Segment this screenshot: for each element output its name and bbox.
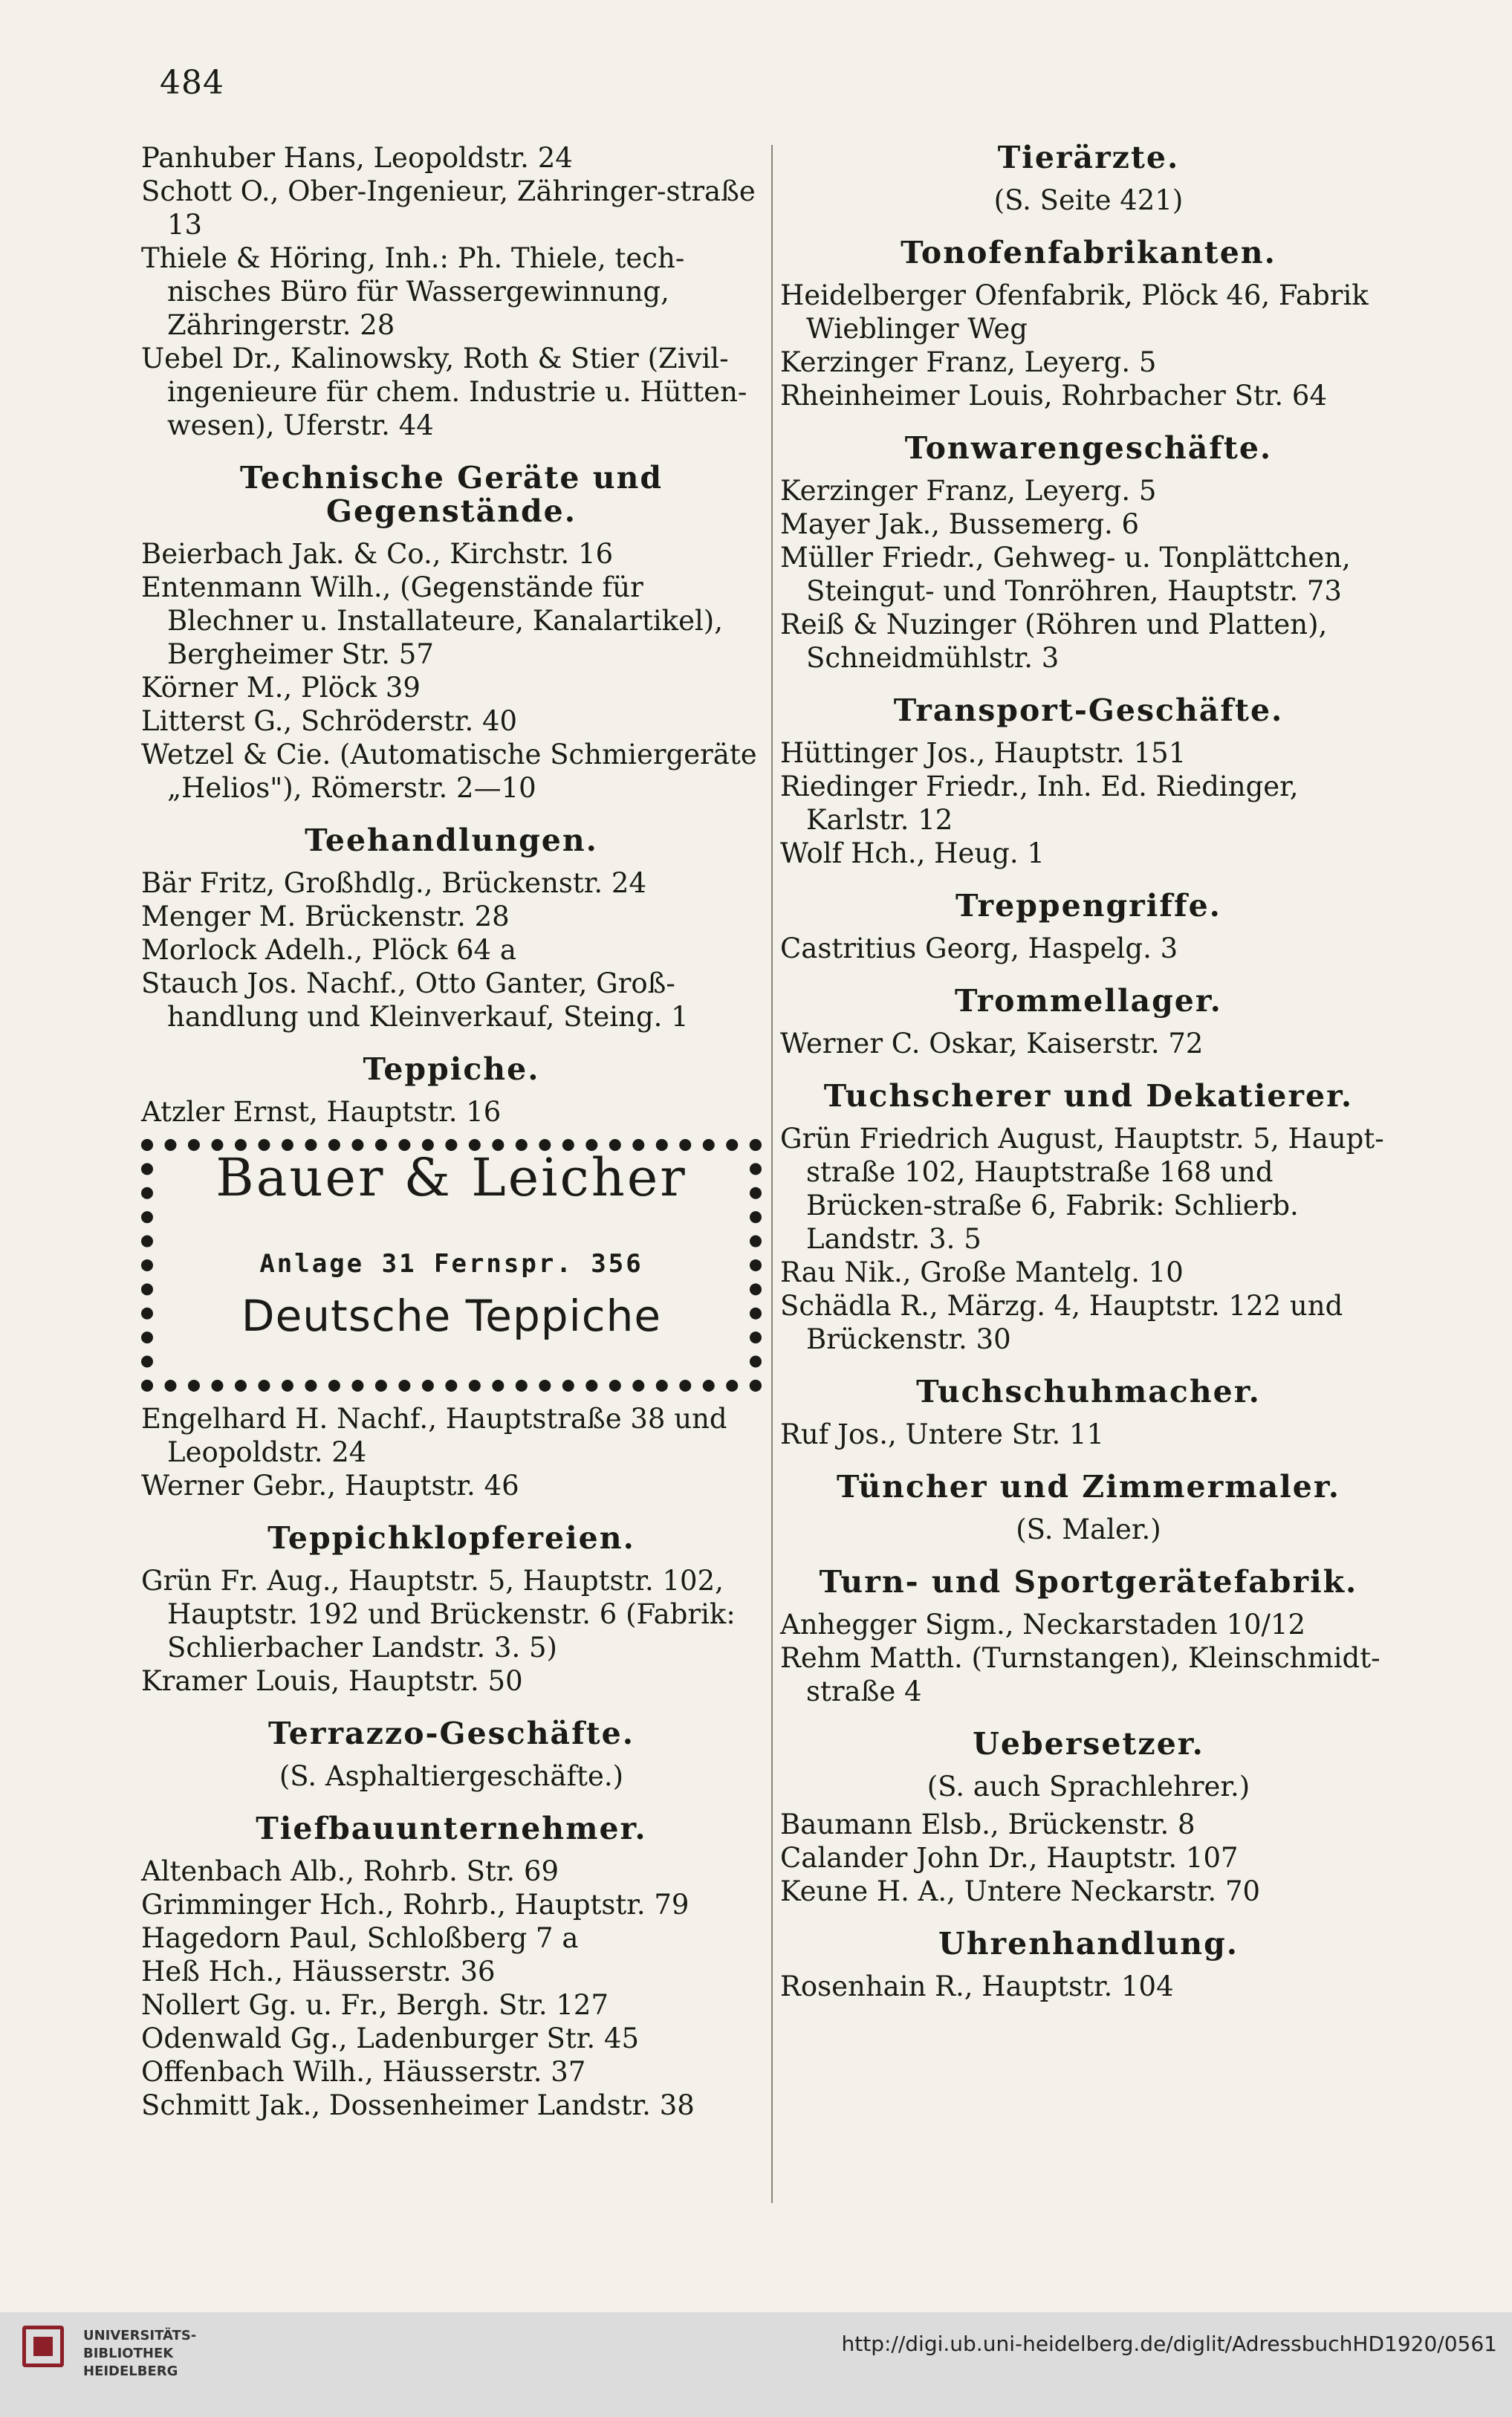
- list-item: Morlock Adelh., Plöck 64 a: [141, 934, 516, 966]
- section-heading: Uhrenhandlung.: [938, 1926, 1239, 1962]
- section-heading: Teppichklopfereien.: [267, 1520, 635, 1556]
- section-heading: Treppengriffe.: [955, 888, 1221, 924]
- section-heading: Tierärzte.: [997, 140, 1180, 175]
- list-item: Altenbach Alb., Rohrb. Str. 69: [141, 1855, 559, 1887]
- list-item: Panhuber Hans, Leopoldstr. 24: [141, 142, 573, 174]
- section-reference: (S. Seite 421): [993, 184, 1184, 216]
- institution-line: UNIVERSITÄTS-: [83, 2328, 197, 2343]
- list-item: Anhegger Sigm., Neckarstaden 10/12: [780, 1609, 1306, 1641]
- list-item: Hüttinger Jos., Hauptstr. 151: [780, 737, 1187, 769]
- list-item: Ruf Jos., Untere Str. 11: [780, 1418, 1105, 1450]
- section-heading: Tuchschuhmacher.: [916, 1374, 1261, 1409]
- list-item: Rau Nik., Große Mantelg. 10: [780, 1256, 1184, 1288]
- section-heading: Tonofenfabrikanten.: [901, 235, 1276, 270]
- list-item: Riedinger Friedr., Inh. Ed. Riedinger, Karlstr. 12: [780, 770, 1299, 836]
- right-column: [780, 141, 1397, 2003]
- library-logo-icon: [22, 2326, 64, 2367]
- lead-entries: [141, 141, 762, 442]
- section-heading: Technische Geräte und Gegenstände.: [239, 460, 663, 529]
- list-item: Thiele & Höring, Inh.: Ph. Thiele, tech-nisches Büro für Wassergewinnung, Zähringerstr. 28: [141, 242, 685, 341]
- list-item: Werner C. Oskar, Kaiserstr. 72: [780, 1028, 1204, 1060]
- section-heading: Tiefbauunternehmer.: [256, 1811, 647, 1846]
- list-item: Odenwald Gg., Ladenburger Str. 45: [141, 2022, 639, 2054]
- section-reference: (S. Asphaltiergeschäfte.): [279, 1760, 624, 1792]
- section-heading: Trommellager.: [955, 983, 1222, 1019]
- list-item: Grimminger Hch., Rohrb., Hauptstr. 79: [141, 1889, 690, 1921]
- list-item: Rehm Matth. (Turnstangen), Kleinschmidt-straße 4: [780, 1642, 1380, 1707]
- list-item: Mayer Jak., Bussemerg. 6: [780, 508, 1140, 540]
- list-item: Stauch Jos. Nachf., Otto Ganter, Groß-handlung und Kleinverkauf, Steing. 1: [141, 967, 689, 1033]
- list-item: Keune H. A., Untere Neckarstr. 70: [780, 1875, 1261, 1907]
- list-item: Litterst G., Schröderstr. 40: [141, 705, 518, 737]
- list-item: Kerzinger Franz, Leyerg. 5: [780, 475, 1157, 507]
- column-divider: [771, 145, 773, 2203]
- list-item: Offenbach Wilh., Häusserstr. 37: [141, 2056, 586, 2088]
- section-heading: Terrazzo-Geschäfte.: [267, 1716, 635, 1751]
- list-item: Rosenhain R., Hauptstr. 104: [780, 1970, 1174, 2002]
- section-heading: Tonwarengeschäfte.: [904, 430, 1273, 466]
- list-item: Müller Friedr., Gehweg- u. Tonplättchen, Steingut- und Tonröhren, Hauptstr. 73: [780, 542, 1351, 607]
- list-item: Heidelberger Ofenfabrik, Plöck 46, Fabrik Wieblinger Weg: [780, 279, 1369, 345]
- list-item: Engelhard H. Nachf., Hauptstraße 38 und Leopoldstr. 24: [141, 1403, 727, 1468]
- section-heading: Tuchscherer und Dekatierer.: [823, 1078, 1354, 1114]
- list-item: Heß Hch., Häusserstr. 36: [141, 1956, 496, 1988]
- list-item: Grün Fr. Aug., Hauptstr. 5, Hauptstr. 102, Hauptstr. 192 und Brückenstr. 6 (Fabrik: Schlierbacher Landstr. 3. 5): [141, 1565, 736, 1664]
- section-heading: Teppiche.: [363, 1051, 540, 1087]
- institution-line: BIBLIOTHEK: [83, 2346, 174, 2361]
- list-item: Uebel Dr., Kalinowsky, Roth & Stier (Zivil-ingenieure für chem. Industrie u. Hütten-wesen), Uferstr. 44: [141, 343, 747, 441]
- list-item: Reiß & Nuzinger (Röhren und Platten), Schneidmühlstr. 3: [780, 609, 1328, 674]
- section-reference: (S. auch Sprachlehrer.): [927, 1771, 1250, 1803]
- section-heading: Tüncher und Zimmermaler.: [837, 1469, 1340, 1505]
- list-item: Wetzel & Cie. (Automatische Schmiergeräte „Helios"), Römerstr. 2—10: [141, 739, 757, 804]
- list-item: Bär Fritz, Großhdlg., Brückenstr. 24: [141, 867, 646, 899]
- library-footer: [0, 2312, 1512, 2417]
- page-number: 484: [160, 64, 224, 102]
- list-item: Calander John Dr., Hauptstr. 107: [780, 1842, 1239, 1874]
- list-item: Wolf Hch., Heug. 1: [780, 837, 1045, 869]
- section-heading: Uebersetzer.: [973, 1726, 1204, 1762]
- left-column: [141, 141, 762, 2122]
- list-item: Kerzinger Franz, Leyerg. 5: [780, 346, 1157, 378]
- list-item: Körner M., Plöck 39: [141, 672, 421, 704]
- list-item: Hagedorn Paul, Schloßberg 7 a: [141, 1922, 579, 1954]
- source-url-link[interactable]: http://digi.ub.uni-heidelberg.de/diglit/AdressbuchHD1920/0561: [841, 2332, 1497, 2356]
- list-item: Grün Friedrich August, Hauptstr. 5, Haupt-straße 102, Hauptstraße 168 und Brücken-straße 6, Fabrik: Schlierb. Landstr. 3. 5: [780, 1123, 1384, 1255]
- institution-name: [83, 2327, 196, 2381]
- ad-tagline: Deutsche Teppiche: [241, 1291, 662, 1341]
- list-item: Schott O., Ober-Ingenieur, Zähringer-straße 13: [141, 175, 756, 241]
- list-item: Schmitt Jak., Dossenheimer Landstr. 38: [141, 2089, 695, 2121]
- ad-company-name: Bauer & Leicher: [215, 1147, 687, 1208]
- section-reference: (S. Maler.): [1016, 1514, 1161, 1545]
- advertisement-box: [141, 1139, 762, 1392]
- list-item: Werner Gebr., Hauptstr. 46: [141, 1470, 519, 1502]
- list-item: Entenmann Wilh., (Gegenstände für Blechner u. Installateure, Kanalartikel), Bergheimer Str. 57: [141, 571, 724, 670]
- list-item: Castritius Georg, Haspelg. 3: [780, 932, 1178, 964]
- ad-contact: Anlage 31 Fernspr. 356: [259, 1249, 643, 1279]
- section-heading: Teehandlungen.: [305, 823, 598, 858]
- list-item: Menger M. Brückenstr. 28: [141, 901, 510, 932]
- list-item: Atzler Ernst, Hauptstr. 16: [141, 1096, 502, 1128]
- list-item: Beierbach Jak. & Co., Kirchstr. 16: [141, 538, 614, 570]
- section-heading: Turn- und Sportgerätefabrik.: [819, 1564, 1358, 1600]
- list-item: Schädla R., Märzg. 4, Hauptstr. 122 und Brückenstr. 30: [780, 1290, 1343, 1355]
- list-item: Nollert Gg. u. Fr., Bergh. Str. 127: [141, 1989, 609, 2021]
- institution-line: HEIDELBERG: [83, 2364, 178, 2379]
- list-item: Baumann Elsb., Brückenstr. 8: [780, 1808, 1195, 1840]
- list-item: Kramer Louis, Hauptstr. 50: [141, 1665, 523, 1697]
- section-heading: Transport-Geschäfte.: [893, 692, 1284, 728]
- list-item: Rheinheimer Louis, Rohrbacher Str. 64: [780, 380, 1327, 412]
